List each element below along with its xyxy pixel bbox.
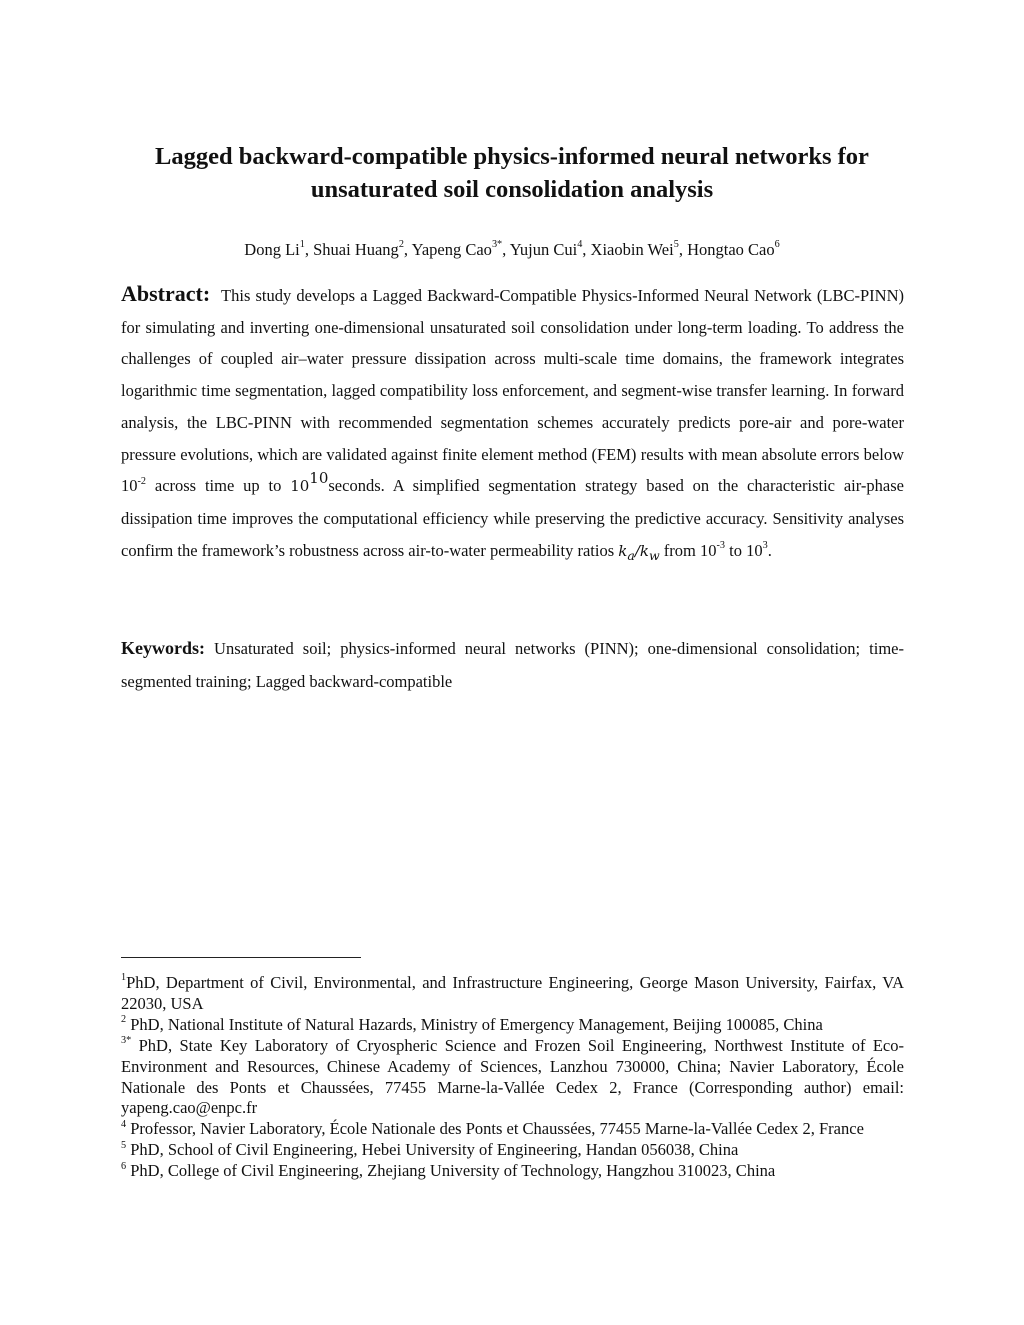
footnote-mark: 6 (121, 1160, 127, 1172)
keywords (121, 632, 904, 698)
abstract (121, 278, 904, 571)
footnote (121, 1015, 904, 1036)
author-separator: , (678, 240, 688, 259)
abstract-text: . (767, 540, 772, 560)
keywords-text: Unsaturated soil; physics-informed neural networks (PINN); one-dimensional consolidation; time-segmented training; Lagged backward-compatible (121, 639, 904, 691)
paper-title (100, 140, 924, 206)
abstract-text: to 10 (725, 540, 763, 560)
affiliation-mark: 6 (774, 239, 780, 251)
author-separator: , (403, 240, 412, 259)
author-separator: , (304, 240, 314, 259)
footnote (121, 1140, 904, 1161)
permeability-ratio (618, 541, 660, 563)
abstract-text: This study develops a Lagged Backward-Compatible Physics-Informed Neural Network (LBC-PINN) for simulating and inverting one-dimensional unsaturated soil consolidation under long-term loading. To address the challenges of coupled air–water pressure dissipation across multi-scale time domains, the framework integrates logarithmic time segmentation, lagged compatibility loss enforcement, and segment-wise transfer learning. In forward analysis, the LBC-PINN with recommended segmentation schemes accurately predicts pore-air and pore-water pressure evolutions, which are validated against finite element method (FEM) results with mean absolute errors below 10 (121, 286, 904, 496)
time-exponent: 10 (309, 469, 329, 488)
footnote-text: PhD, School of Civil Engineering, Hebei University of Engineering, Handan 056038, China (126, 1140, 739, 1160)
author-name: Yapeng Cao (411, 240, 492, 259)
title-line-1: Lagged backward-compatible physics-informed neural networks for (155, 143, 869, 170)
ka-subscript: a (627, 547, 635, 563)
affiliation-mark: 3* (491, 239, 503, 251)
affiliation-mark: 1 (299, 239, 305, 251)
author (591, 240, 688, 259)
footnote-text: Professor, Navier Laboratory, École Nationale des Ponts et Chaussées, 77455 Marne-la-Vallée Cedex 2, France (126, 1119, 864, 1139)
author (313, 240, 411, 259)
footnote-text: PhD, State Key Laboratory of Cryospheric Science and Frozen Soil Engineering, Northwest Institute of Eco-Environment and Resources, Chinese Academy of Sciences, Lanzhou 730000, China; Navier Laboratory, École Nationale des Ponts et Chaussées, 77455 Marne-la-Vallée Cedex 2, France (Corresponding author) email: yapeng.cao@enpc.fr (121, 1035, 904, 1118)
footnote-text: PhD, College of Civil Engineering, Zhejiang University of Technology, Hangzhou 310023, China (126, 1161, 776, 1181)
footnote (121, 1036, 904, 1120)
abstract-heading: Abstract: (121, 281, 211, 306)
author-list (100, 239, 924, 261)
author (510, 240, 591, 259)
affiliation-mark: 2 (398, 239, 404, 251)
affiliation-mark: 4 (577, 239, 583, 251)
footnote-text: PhD, National Institute of Natural Hazards, Ministry of Emergency Management, Beijing 100085, China (126, 1014, 823, 1034)
footnote (121, 1119, 904, 1140)
keywords-heading: Keywords: (121, 638, 205, 658)
abstract-text: across time up to (146, 476, 291, 496)
kw-subscript: w (648, 547, 660, 563)
footnote-text: PhD, Department of Civil, Environmental, and Infrastructure Engineering, George Mason University, Fairfax, VA 22030, USA (121, 973, 904, 1013)
author-separator: , (582, 240, 591, 259)
abstract-text: from 10 (659, 540, 717, 560)
author-name: Dong Li (244, 240, 300, 259)
time-base: 10 (290, 477, 310, 496)
kw-symbol: k (639, 541, 649, 560)
title-line-2: unsaturated soil consolidation analysis (310, 176, 714, 203)
footnote (121, 973, 904, 1015)
footnote-mark: 4 (121, 1118, 127, 1130)
ka-symbol: k (618, 541, 628, 560)
author-name: Shuai Huang (313, 240, 399, 259)
range-high-exponent: 3 (762, 540, 768, 552)
author (244, 240, 313, 259)
author (412, 240, 510, 259)
author-name: Yujun Cui (509, 240, 578, 259)
footnote (121, 1161, 904, 1182)
footnote-mark: 5 (121, 1139, 127, 1151)
author-name: Hongtao Cao (687, 240, 775, 259)
footnote-mark: 2 (121, 1014, 127, 1026)
footnote-rule (121, 957, 361, 958)
author (687, 240, 780, 259)
author-name: Xiaobin Wei (590, 240, 674, 259)
error-exponent: -2 (137, 475, 147, 487)
footnote-mark: 3* (121, 1035, 132, 1047)
author-separator: , (502, 240, 510, 259)
footnote-mark: 1 (121, 972, 127, 984)
range-low-exponent: -3 (716, 540, 726, 552)
abstract-text: seconds. A simplified segmentation strategy based on the characteristic air-phase dissipation time improves the computational efficiency while preserving the predictive accuracy. Sensitivity analyses confirm the framework’s robustness across air-to-water permeability ratios (121, 476, 904, 560)
ratio-slash: / (634, 541, 640, 560)
affiliation-mark: 5 (673, 239, 679, 251)
footnotes (121, 973, 904, 1182)
